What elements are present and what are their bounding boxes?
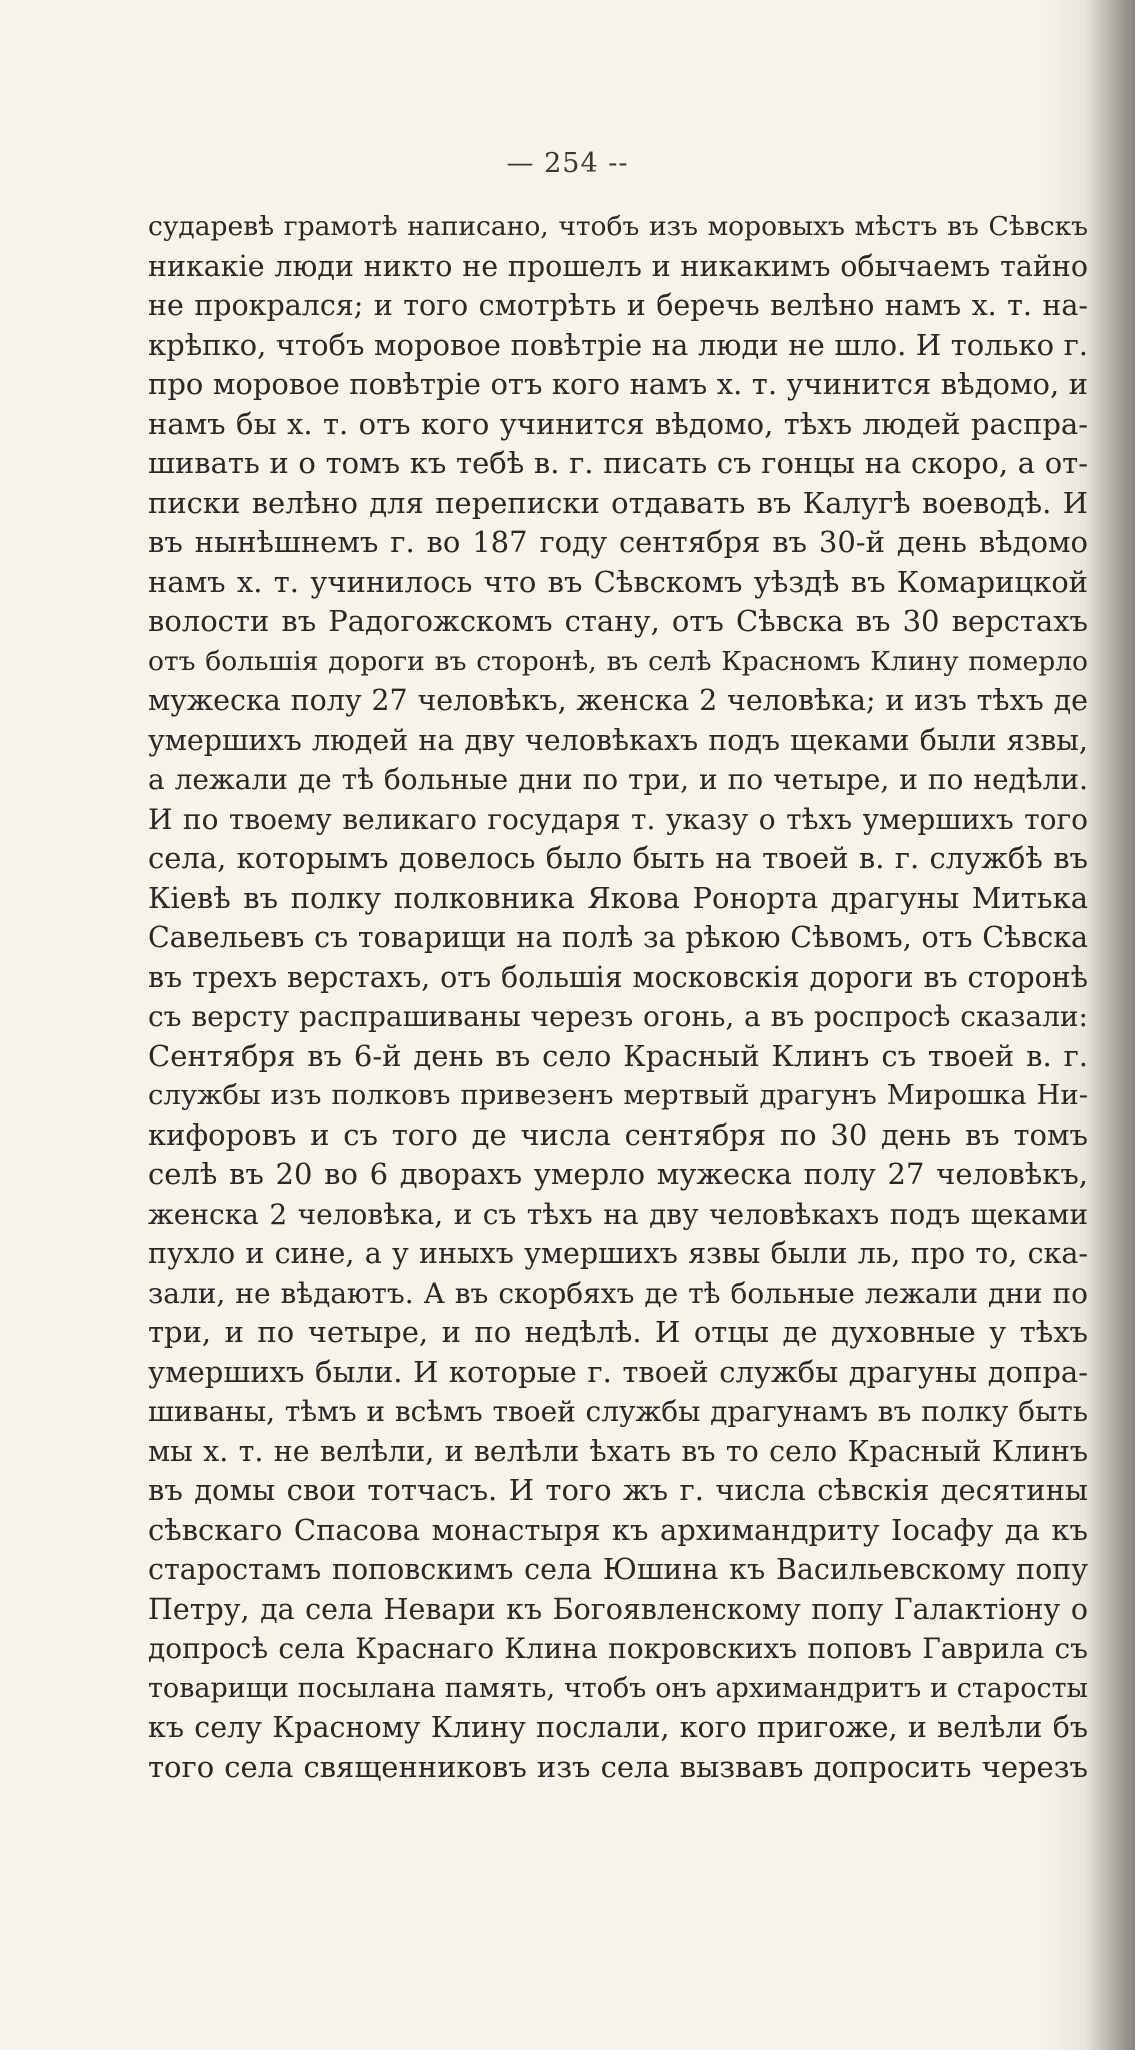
text-line: мы х. т. не велѣли, и велѣли ѣхать въ то село Красный Клинъ [148,1434,1088,1468]
text-line: намъ х. т. учинилось что въ Сѣвскомъ уѣздѣ въ Комарицкой [148,564,1088,599]
text-line: въ трехъ верстахъ, отъ большія московскія дороги въ сторонѣ [148,960,1088,994]
text-line: умершихъ людей на дву человѣкахъ подъ щеками были язвы, [148,723,1088,757]
text-line: Петру, да села Невари къ Богоявленскому попу Галактіону о [148,1592,1088,1626]
text-line: старостамъ поповскимъ села Юшина къ Васильевскому попу [148,1553,1088,1586]
text-line: И по твоему великаго государя т. указу о тѣхъ умершихъ того [148,802,1088,836]
text-body [148,207,1088,1787]
text-line: пухло и сине, а у иныхъ умершихъ язвы были ль, про то, ска- [148,1237,1088,1270]
page-number: — 254 -- [506,148,629,179]
text-line: сѣвскаго Спасова монастыря къ архимандриту Іосафу да къ [148,1512,1088,1547]
text-line: села, которымъ довелось было быть на твоей в. г. службѣ въ [148,841,1088,875]
text-line: писки велѣно для переписки отдавать въ Калугѣ воеводѣ. И [148,485,1088,520]
text-line: службы изъ полковъ привезенъ мертвый драгунъ Мирошка Ни- [148,1079,1088,1111]
text-line: шивать и о томъ къ тебѣ в. г. писать съ гонцы на скоро, а от- [148,446,1088,480]
text-line: про моровое повѣтріе отъ кого намъ х. т. учинится вѣдомо, и [148,367,1088,401]
text-line: товарищи посылана память, чтобъ онъ архимандритъ и старосты [148,1672,1088,1704]
text-line: намъ бы х. т. отъ кого учинится вѣдомо, тѣхъ людей распра- [148,406,1088,441]
text-line: мужеска полу 27 человѣкъ, женска 2 человѣка; и изъ тѣхъ де [148,684,1088,717]
text-line: съ версту распрашиваны черезъ огонь, а въ роспросѣ сказали: [148,1000,1088,1033]
text-line: Кіевѣ въ полку полковника Якова Ронорта драгуны Митька [148,880,1088,915]
text-line: не прокрался; и того смотрѣть и беречь велѣно намъ х. т. на- [148,289,1088,322]
text-line: въ нынѣшнемъ г. во 187 году сентября въ 30-й день вѣдомо [148,525,1088,559]
text-line: Савельевъ съ товарищи на полѣ за рѣкою Сѣвомъ, отъ Сѣвска [148,921,1088,954]
text-line: умершихъ были. И которые г. твоей службы драгуны допра- [148,1354,1088,1389]
text-line: кифоровъ и съ того де числа сентября по 30 день въ томъ [148,1117,1088,1152]
text-line: а лежали де тѣ больные дни по три, и по четыре, и по недѣли. [148,763,1088,796]
text-line: три, и по четыре, и по недѣлѣ. И отцы де духовные у тѣхъ [148,1315,1088,1349]
text-line: Сентября въ 6-й день въ село Красный Клинъ съ твоей в. г. [148,1038,1088,1073]
text-line: селѣ въ 20 во 6 дворахъ умерло мужеска полу 27 человѣкъ, [148,1157,1088,1191]
text-line: никакіе люди никто не прошелъ и никакимъ обычаемъ тайно [148,249,1088,283]
text-line: шиваны, тѣмъ и всѣмъ твоей службы драгунамъ въ полку быть [148,1395,1088,1428]
text-line: женска 2 человѣка, и съ тѣхъ на дву человѣкахъ подъ щеками [148,1197,1088,1231]
text-line: къ селу Красному Клину послали, кого пригоже, и велѣли бъ [148,1711,1088,1744]
text-line: отъ большія дороги въ сторонѣ, въ селѣ Красномъ Клину померло [148,645,1088,677]
text-line: зали, не вѣдаютъ. А въ скорбяхъ де тѣ больные лежали дни по [148,1276,1088,1310]
text-line: крѣпко, чтобъ моровое повѣтріе на люди не шло. И только г. [148,327,1088,362]
text-line: въ домы свои тотчасъ. И того жъ г. числа сѣвскія десятины [148,1473,1088,1507]
text-line: того села священниковъ изъ села вызвавъ допросить черезъ [148,1749,1088,1784]
text-line: допросѣ села Краснаго Клина покровскихъ поповъ Гаврила съ [148,1632,1088,1665]
text-line: сударевѣ грамотѣ написано, чтобъ изъ моровыхъ мѣстъ въ Сѣвскъ [148,211,1088,242]
text-line: волости въ Радогожскомъ стану, отъ Сѣвска въ 30 верстахъ [148,604,1088,638]
